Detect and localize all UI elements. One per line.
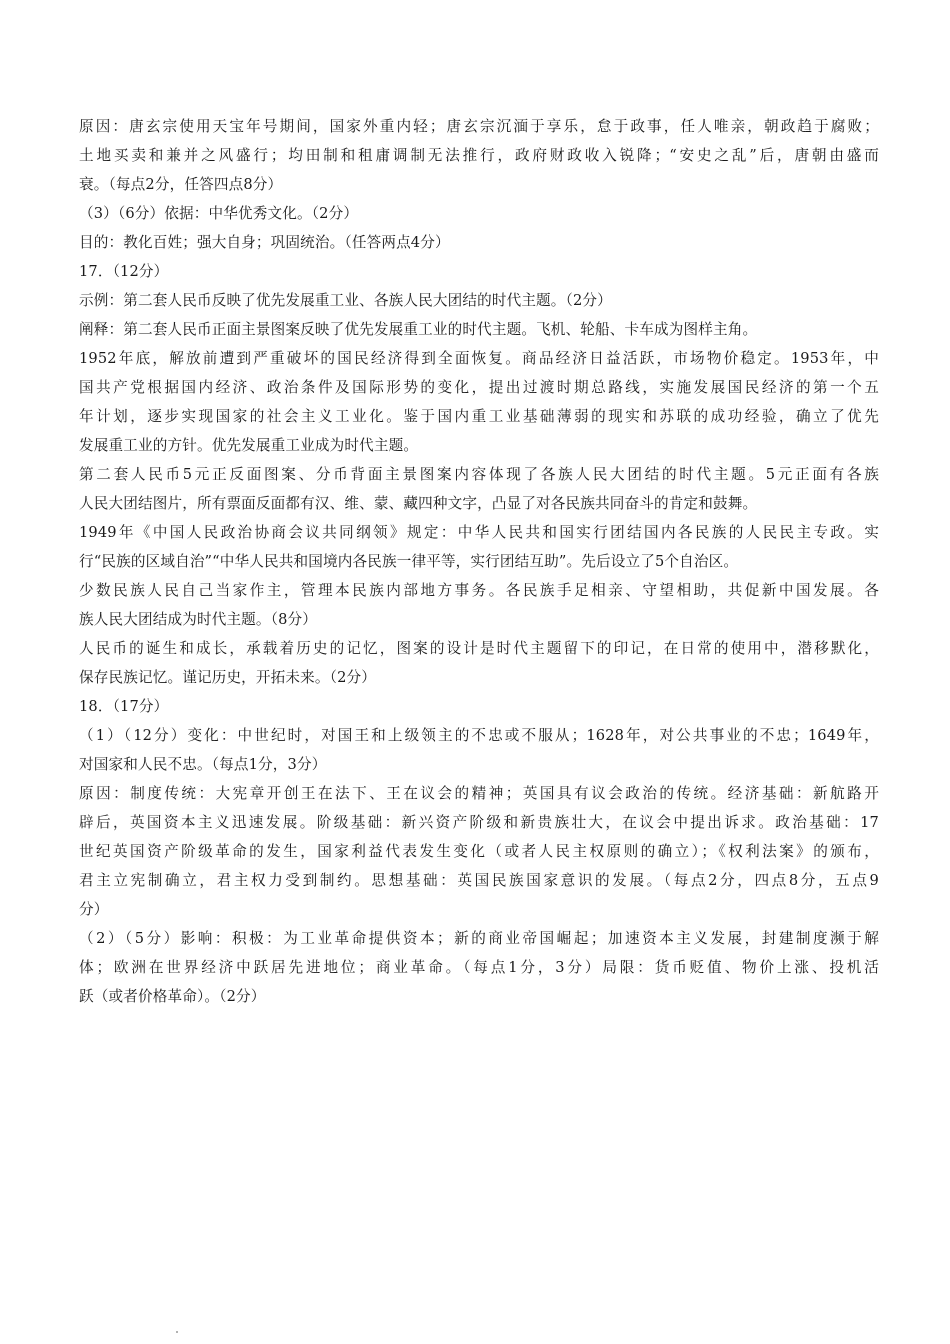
text-line: 年计划，逐步实现国家的社会主义工业化。鉴于国内重工业基础薄弱的现实和苏联的成功经验，确立了优先: [79, 408, 879, 425]
text-line: 辟后，英国资本主义迅速发展。阶级基础：新兴资产阶级和新贵族壮大，在议会中提出诉求。政治基础：17: [79, 814, 879, 831]
text-line: 少数民族人民自己当家作主，管理本民族内部地方事务。各民族手足相亲、守望相助，共促新中国发展。各: [79, 582, 879, 599]
text-line: 对国家和人民不忠。（每点1分，3分）: [79, 756, 327, 773]
text-line: （3）（6分）依据：中华优秀文化。（2分）: [79, 205, 359, 222]
text-line: 示例：第二套人民币反映了优先发展重工业、各族人民大团结的时代主题。（2分）: [79, 292, 612, 309]
text-line: 原因：唐玄宗使用天宝年号期间，国家外重内轻；唐玄宗沉湎于享乐，怠于政事，任人唯亲，朝政趋于腐败；: [79, 118, 879, 135]
text-line: 发展重工业的方针。优先发展重工业成为时代主题。: [79, 437, 419, 454]
text-line: 17．（12分）: [79, 263, 169, 280]
text-line: 人民币的诞生和成长，承载着历史的记忆，图案的设计是时代主题留下的印记，在日常的使用中，潜移默化，: [79, 640, 879, 657]
text-line: 18．（17分）: [79, 698, 169, 715]
text-line: 行“民族的区域自治”“中华人民共和国境内各民族一律平等，实行团结互助”。先后设立了5个自治区。: [79, 553, 739, 570]
text-line: 世纪英国资产阶级革命的发生，国家利益代表发生变化（或者人民主权原则的确立）；《权利法案》的颁布，: [79, 843, 879, 860]
text-line: 土地买卖和兼并之风盛行；均田制和租庸调制无法推行，政府财政收入锐降；“安史之乱”后，唐朝由盛而: [79, 147, 879, 164]
page-mark: [176, 1331, 178, 1333]
text-line: 衰。（每点2分，任答四点8分）: [79, 176, 283, 193]
text-line: 1952年底，解放前遭到严重破坏的国民经济得到全面恢复。商品经济日益活跃，市场物价稳定。1953年，中: [79, 350, 879, 367]
text-line: （2）（5分）影响：积极：为工业革命提供资本；新的商业帝国崛起；加速资本主义发展，封建制度濒于解: [79, 930, 879, 947]
text-line: 原因：制度传统：大宪章开创王在法下、王在议会的精神；英国具有议会政治的传统。经济基础：新航路开: [79, 785, 879, 802]
text-line: 体；欧洲在世界经济中跃居先进地位；商业革命。（每点1分，3分）局限：货币贬值、物价上涨、投机活: [79, 959, 879, 976]
text-line: 保存民族记忆。谨记历史，开拓未来。（2分）: [79, 669, 377, 686]
text-line: 第二套人民币5元正反面图案、分币背面主景图案内容体现了各族人民大团结的时代主题。5元正面有各族: [79, 466, 879, 483]
text-line: 目的：教化百姓；强大自身；巩固统治。（任答两点4分）: [79, 234, 450, 251]
text-line: 跃（或者价格革命）。（2分）: [79, 988, 266, 1005]
document-body: [79, 112, 879, 1011]
text-line: 族人民大团结成为时代主题。（8分）: [79, 611, 318, 628]
text-line: 1949年《中国人民政治协商会议共同纲领》规定：中华人民共和国实行团结国内各民族的人民民主专政。实: [79, 524, 879, 541]
text-line: 国共产党根据国内经济、政治条件及国际形势的变化，提出过渡时期总路线，实施发展国民经济的第一个五: [79, 379, 879, 396]
text-line: 人民大团结图片，所有票面反面都有汉、维、蒙、藏四种文字，凸显了对各民族共同奋斗的肯定和鼓舞。: [79, 495, 758, 512]
text-line: （1）（12分）变化：中世纪时，对国王和上级领主的不忠或不服从；1628年，对公共事业的不忠；1649年，: [79, 727, 879, 744]
text-line: 分）: [79, 901, 109, 918]
text-line: 阐释：第二套人民币正面主景图案反映了优先发展重工业的时代主题。飞机、轮船、卡车成为图样主角。: [79, 321, 758, 338]
text-line: 君主立宪制确立，君主权力受到制约。思想基础：英国民族国家意识的发展。（每点2分，四点8分，五点9: [79, 872, 879, 889]
